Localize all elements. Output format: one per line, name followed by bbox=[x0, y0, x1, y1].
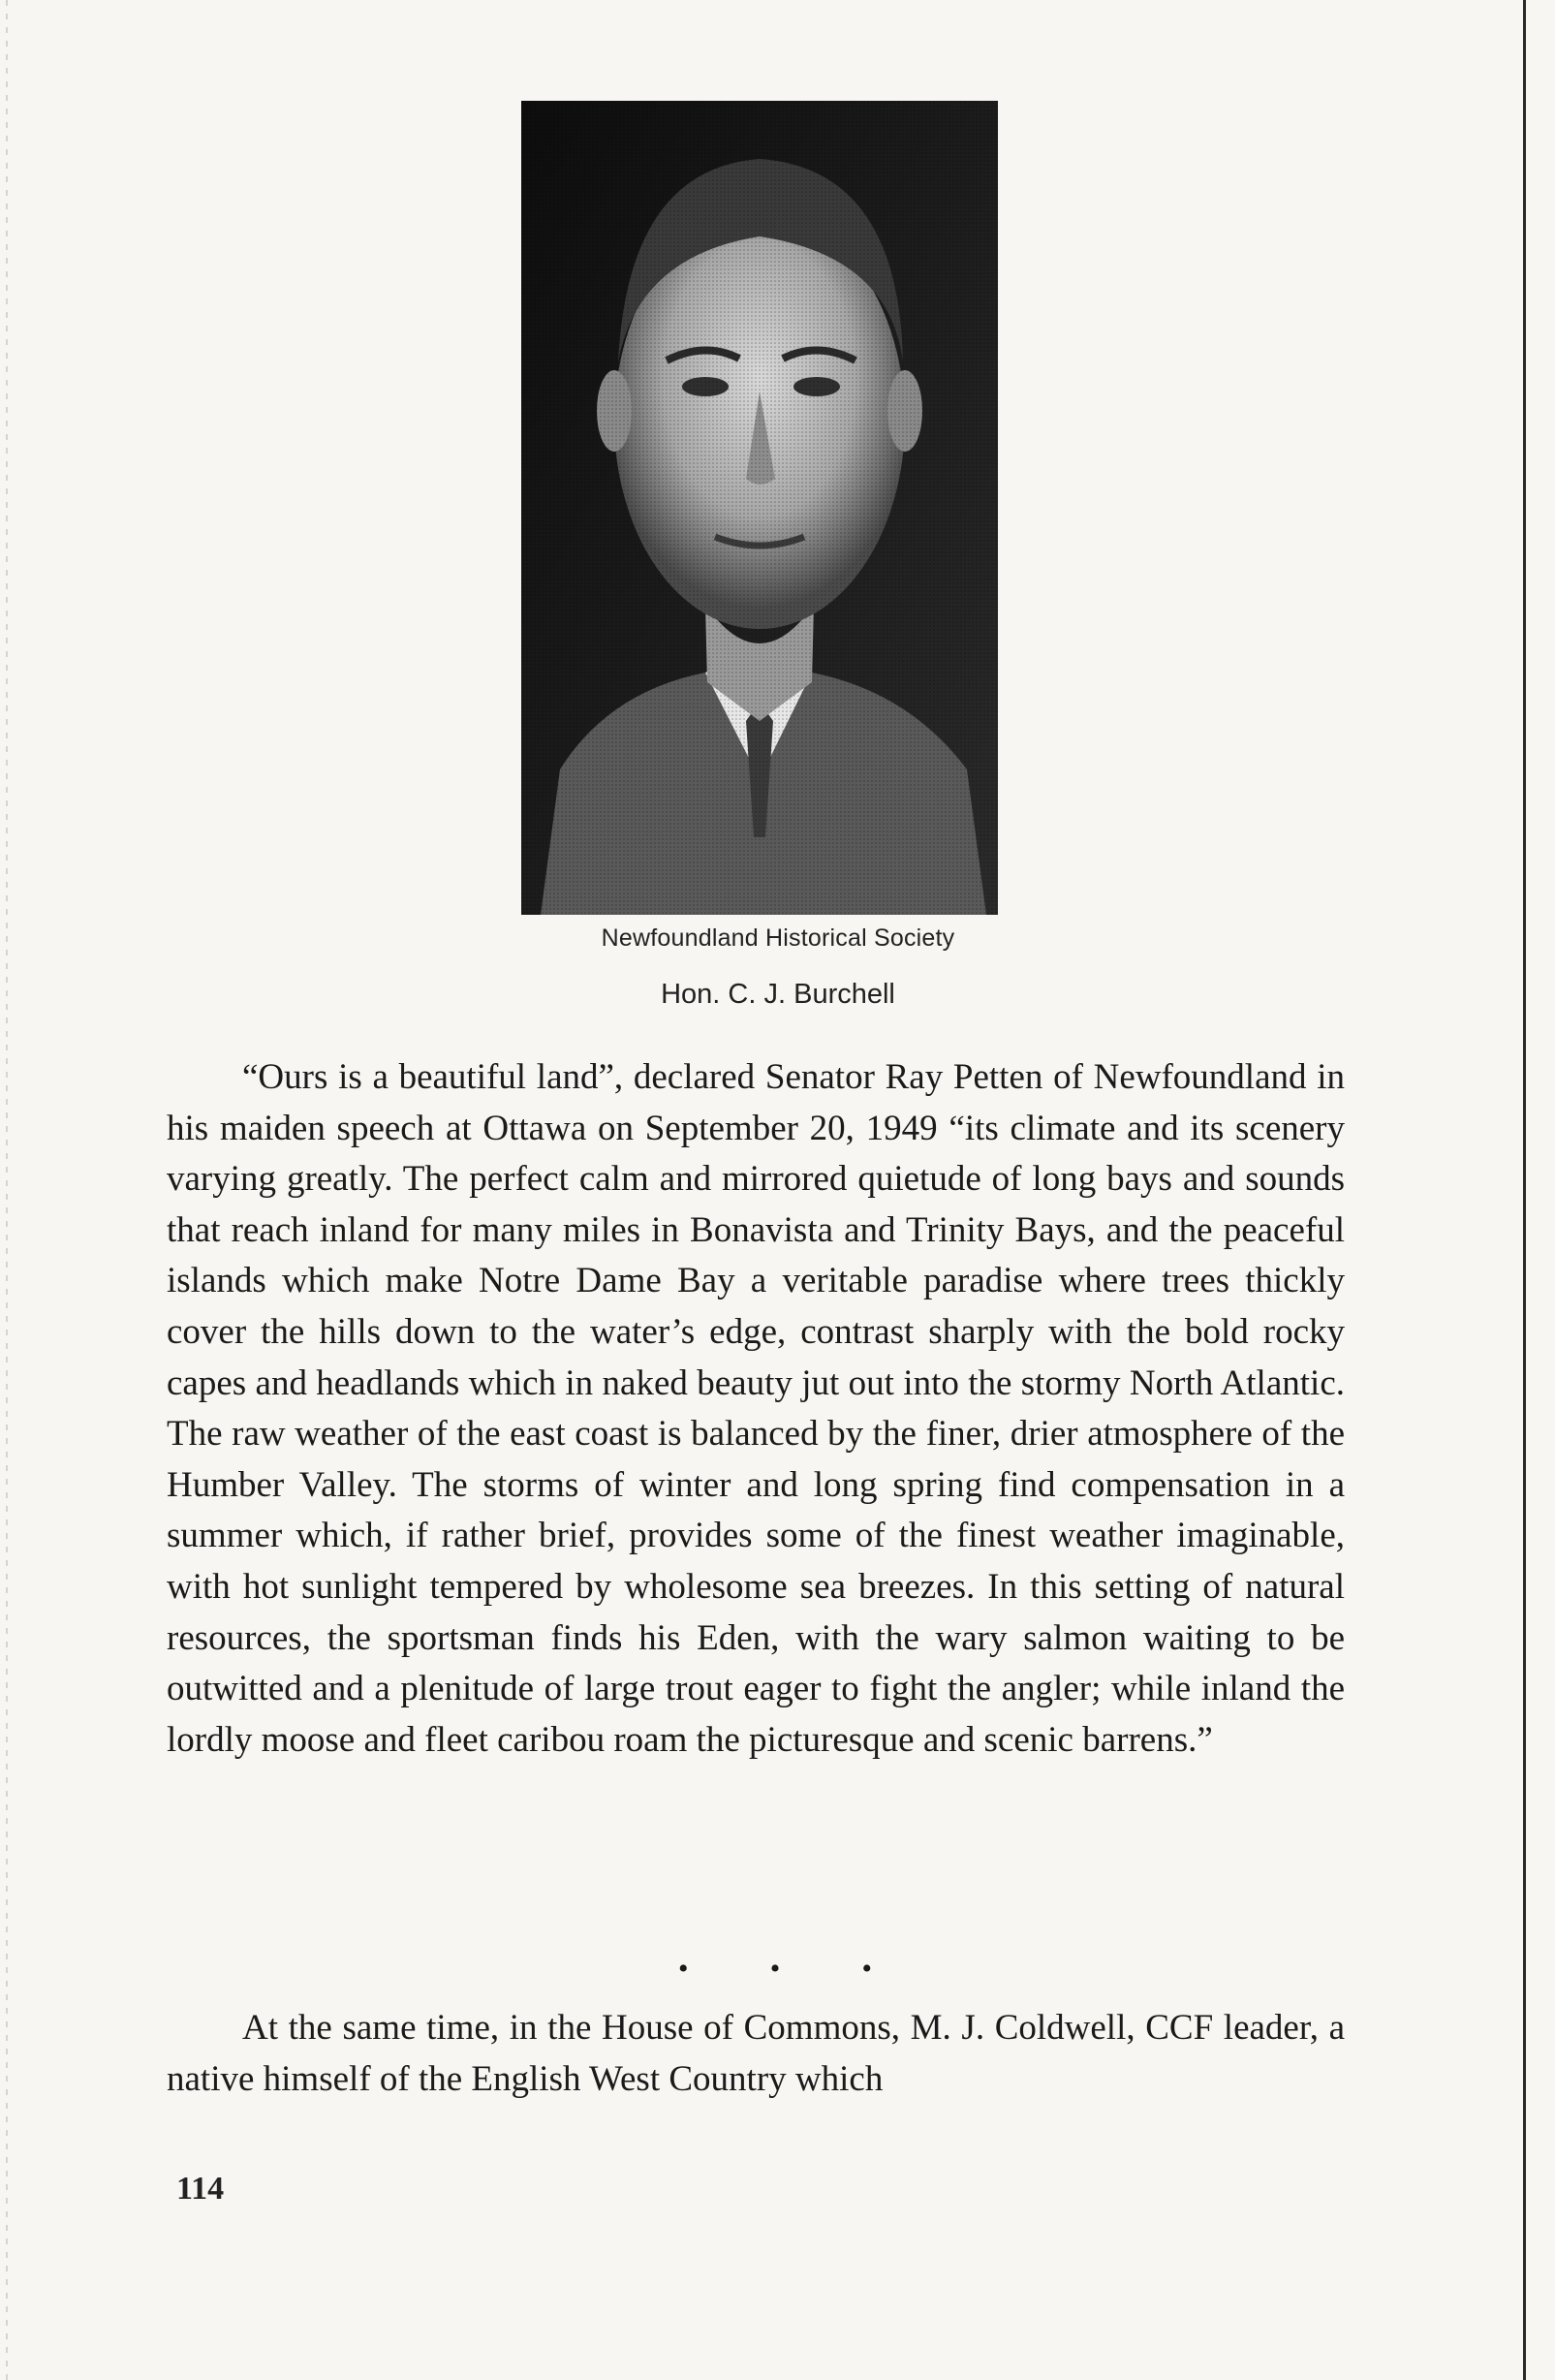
page-left-edge bbox=[6, 0, 8, 2380]
paragraph-2: At the same time, in the House of Commons, M. J. Coldwell, CCF leader, a native himself of the English West Country which bbox=[167, 2008, 1345, 2099]
separator-dot: • bbox=[769, 1953, 781, 1985]
portrait-icon bbox=[521, 101, 998, 915]
separator-dot: • bbox=[678, 1953, 689, 1985]
page-number: 114 bbox=[176, 2171, 225, 2207]
photo-caption: Hon. C. J. Burchell bbox=[661, 979, 895, 1010]
portrait-photo bbox=[521, 101, 998, 915]
section-separator bbox=[678, 1950, 872, 1989]
page-binding-edge bbox=[1523, 0, 1526, 2380]
photo-credit: Newfoundland Historical Society bbox=[601, 924, 955, 952]
paragraph-1: “Ours is a beautiful land”, declared Senator Ray Petten of Newfoundland in his maiden speech at Ottawa on September 20, 1949 “its climate and its scenery varying greatly. The perfect calm and mirrored quietude of long bays and sounds that reach inland for many miles in Bonavista and Trinity Bays, and the peaceful islands which make Notre Dame Bay a veritable paradise where trees thickly cover the hills down to the water’s edge, contrast sharply with the bold rocky capes and headlands which in naked beauty jut out into the stormy North Atlantic. The raw weather of the east coast is balanced by the finer, drier atmosphere of the Humber Valley. The storms of winter and long spring find compensation in a summer which, if rather brief, provides some of the finest weather imaginable, with hot sunlight tempered by wholesome sea breezes. In this setting of natural resources, the sportsman finds his Eden, with the wary salmon waiting to be outwitted and a plenitude of large trout eager to fight the angler; while inland the lordly moose and fleet caribou roam the picturesque and scenic barrens.” bbox=[167, 1057, 1345, 1760]
separator-dot: • bbox=[861, 1953, 872, 1985]
